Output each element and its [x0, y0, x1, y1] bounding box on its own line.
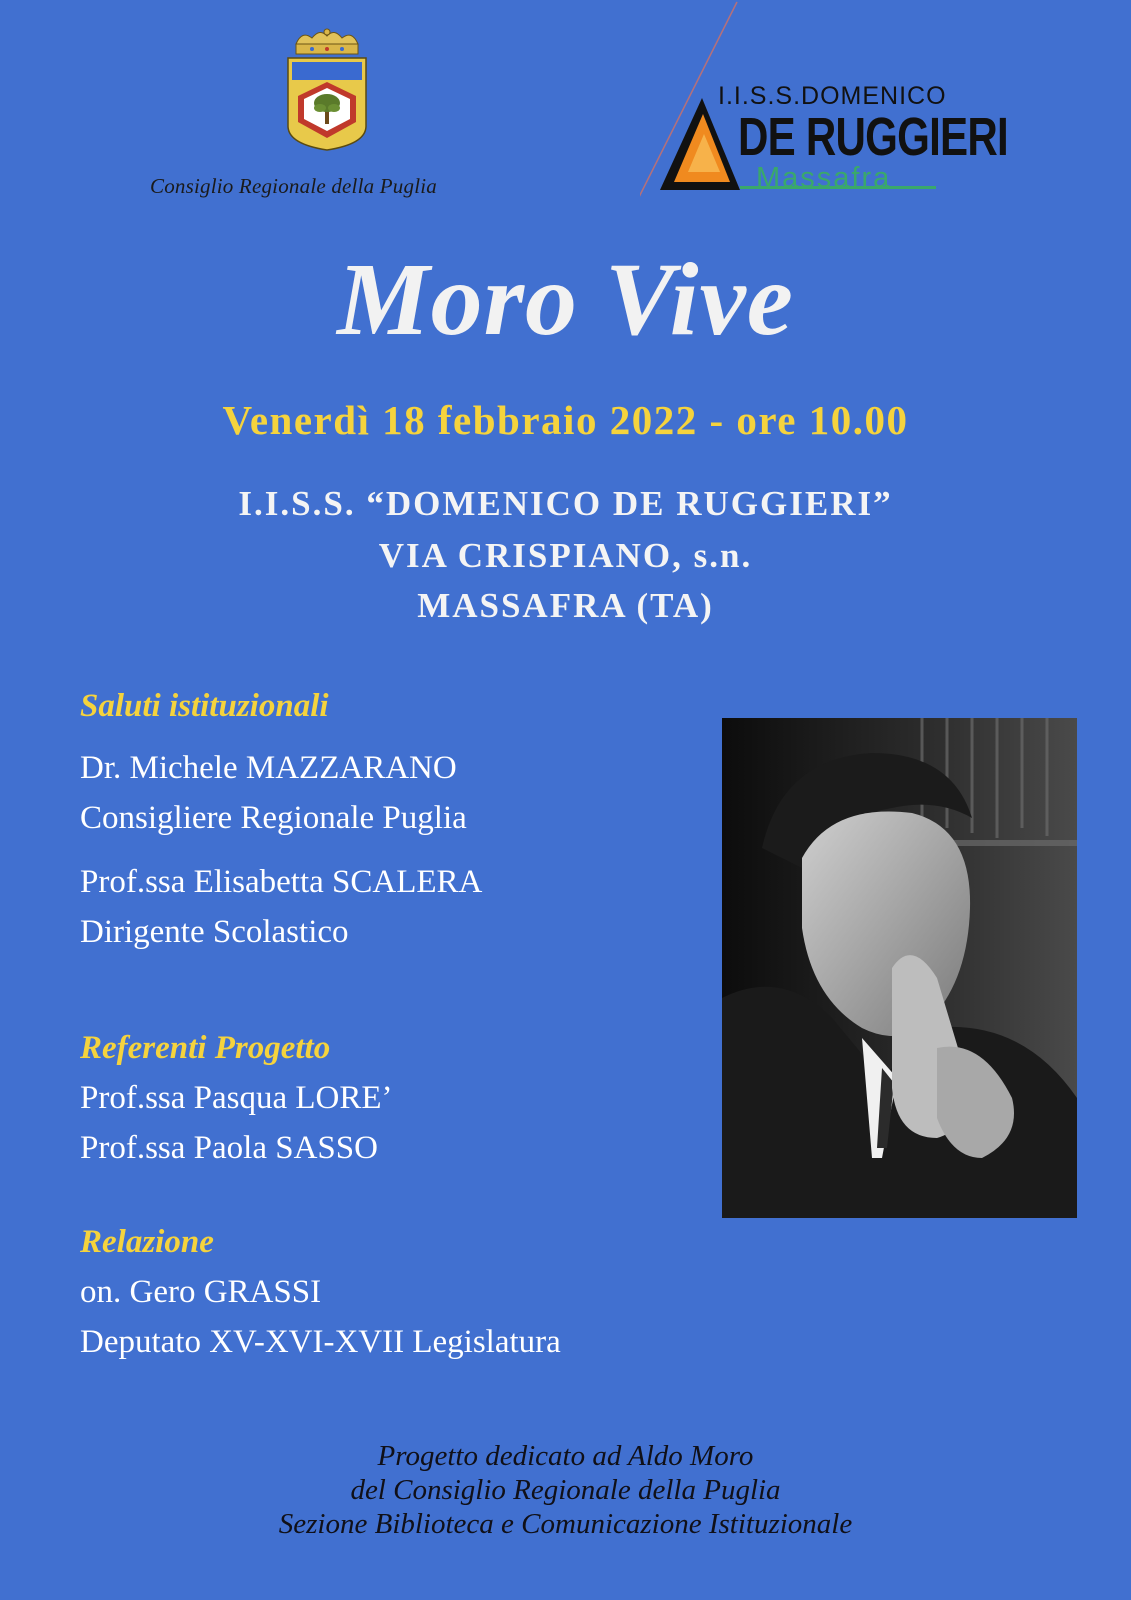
event-title: Moro Vive [337, 242, 794, 357]
event-date: Venerdì 18 febbraio 2022 - ore 10.00 [222, 397, 909, 443]
footer-line: Sezione Biblioteca e Comunicazione Istituzionale [278, 1508, 853, 1540]
section-heading-referenti: Referenti Progetto [80, 1030, 331, 1066]
speaker-name: Dr. Michele MAZZARANO [80, 750, 457, 786]
referent-name: Prof.ssa Pasqua LORE’ [80, 1080, 393, 1116]
venue-street: VIA CRISPIANO, s.n. [378, 536, 753, 575]
portrait-photo [722, 718, 1077, 1218]
section-heading-saluti: Saluti istituzionali [80, 688, 329, 724]
school-logo-line2: DE RUGGIERI [738, 107, 1008, 167]
referent-name: Prof.ssa Paola SASSO [80, 1130, 378, 1166]
speaker-name: Prof.ssa Elisabetta SCALERA [80, 864, 483, 900]
regional-crest-logo [282, 26, 372, 154]
school-logo-line3: Massafra [756, 162, 892, 194]
footer-line: Progetto dedicato ad Aldo Moro [377, 1440, 754, 1472]
regional-council-caption: Consiglio Regionale della Puglia [150, 174, 437, 198]
school-logo-line1: I.I.S.S.DOMENICO [718, 82, 947, 110]
speaker-role: Dirigente Scolastico [80, 914, 349, 950]
speaker-role: Consigliere Regionale Puglia [80, 800, 467, 836]
venue-city: MASSAFRA (TA) [417, 586, 714, 625]
venue-name: I.I.S.S. “DOMENICO DE RUGGIERI” [238, 484, 893, 523]
speaker-name: on. Gero GRASSI [80, 1274, 322, 1310]
section-heading-relazione: Relazione [80, 1224, 214, 1260]
speaker-role: Deputato XV-XVI-XVII Legislatura [80, 1324, 561, 1360]
footer-line: del Consiglio Regionale della Puglia [350, 1474, 781, 1506]
